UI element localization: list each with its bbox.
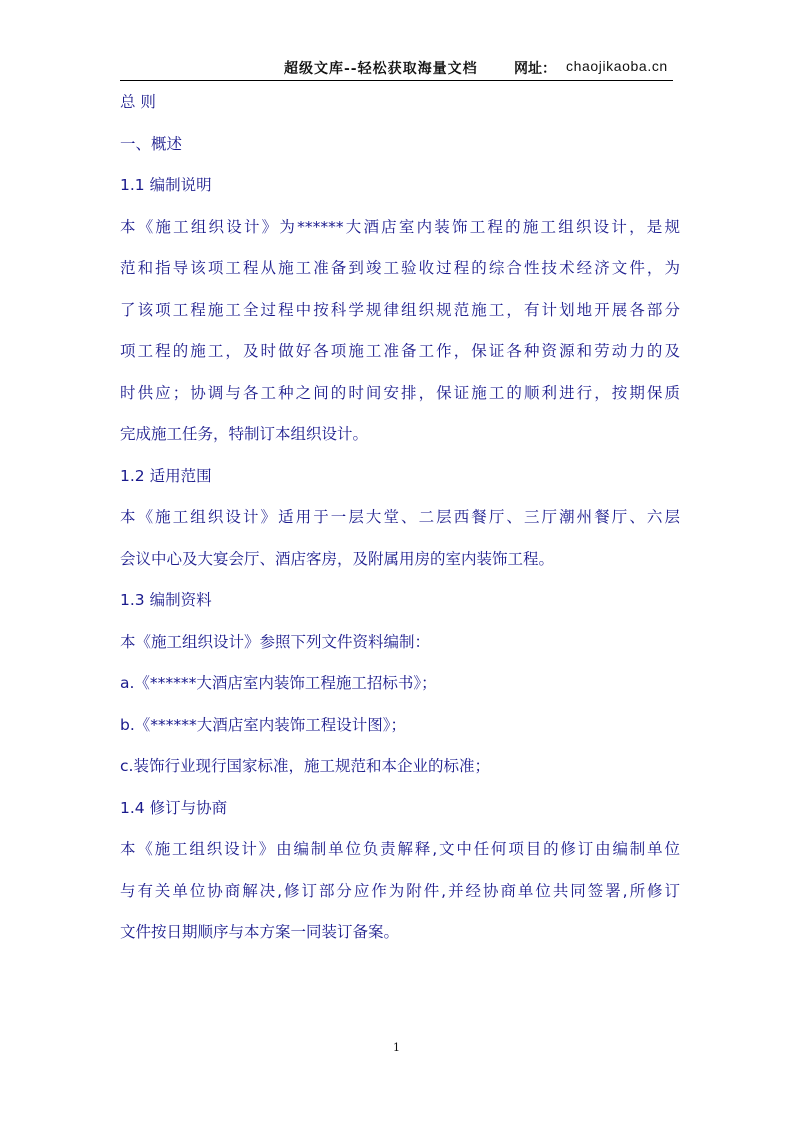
list-item: a.《******大酒店室内装饰工程施工招标书》； bbox=[120, 674, 437, 692]
subsection-heading-1-4: 1.4 修订与协商 bbox=[120, 798, 228, 817]
header-url-label: 网址： bbox=[514, 61, 556, 77]
header-url: chaojikaoba.cn bbox=[566, 58, 668, 74]
document-body bbox=[120, 87, 680, 959]
paragraph-line: 了该项工程施工全过程中按科学规律组织规范施工，有计划地开展各部分 bbox=[120, 300, 680, 319]
paragraph-line: 会议中心及大宴会厅、酒店客房，及附属用房的室内装饰工程。 bbox=[120, 549, 555, 568]
subsection-heading-1-3: 1.3 编制资料 bbox=[120, 591, 212, 609]
page-number: 1 bbox=[393, 1041, 400, 1054]
paragraph-line: 时供应；协调与各工种之间的时间安排，保证施工的顺利进行，按期保质 bbox=[120, 383, 680, 402]
paragraph-line: 范和指导该项工程从施工准备到竣工验收过程的综合性技术经济文件，为 bbox=[120, 259, 680, 277]
section-heading: 一、概述 bbox=[120, 134, 183, 153]
paragraph-line: 本《施工组织设计》为******大酒店室内装饰工程的施工组织设计，是规 bbox=[120, 217, 680, 236]
paragraph-line: 本《施工组织设计》由编制单位负责解释,文中任何项目的修订由编制单位 bbox=[120, 840, 680, 858]
paragraph-line: 本《施工组织设计》参照下列文件资料编制： bbox=[120, 632, 431, 651]
subsection-heading-1-2: 1.2 适用范围 bbox=[120, 466, 212, 485]
subsection-heading-1-1: 1.1 编制说明 bbox=[120, 176, 212, 194]
list-item: c.装饰行业现行国家标准，施工规范和本企业的标准； bbox=[120, 757, 490, 775]
header-site-name: 超级文库--轻松获取海量文档 bbox=[284, 61, 478, 77]
paragraph-line: 本《施工组织设计》适用于一层大堂、二层西餐厅、三厅潮州餐厅、六层 bbox=[120, 508, 680, 526]
paragraph-line: 项工程的施工，及时做好各项施工准备工作，保证各种资源和劳动力的及 bbox=[120, 342, 680, 360]
paragraph-line: 完成施工任务，特制订本组织设计。 bbox=[120, 425, 369, 443]
page-header bbox=[120, 56, 673, 81]
paragraph-line: 文件按日期顺序与本方案一同装订备案。 bbox=[120, 923, 400, 941]
list-item: b.《******大酒店室内装饰工程设计图》； bbox=[120, 715, 407, 734]
paragraph-line: 与有关单位协商解决,修订部分应作为附件,并经协商单位共同签署,所修订 bbox=[120, 881, 680, 900]
document-title: 总 则 bbox=[120, 93, 156, 111]
